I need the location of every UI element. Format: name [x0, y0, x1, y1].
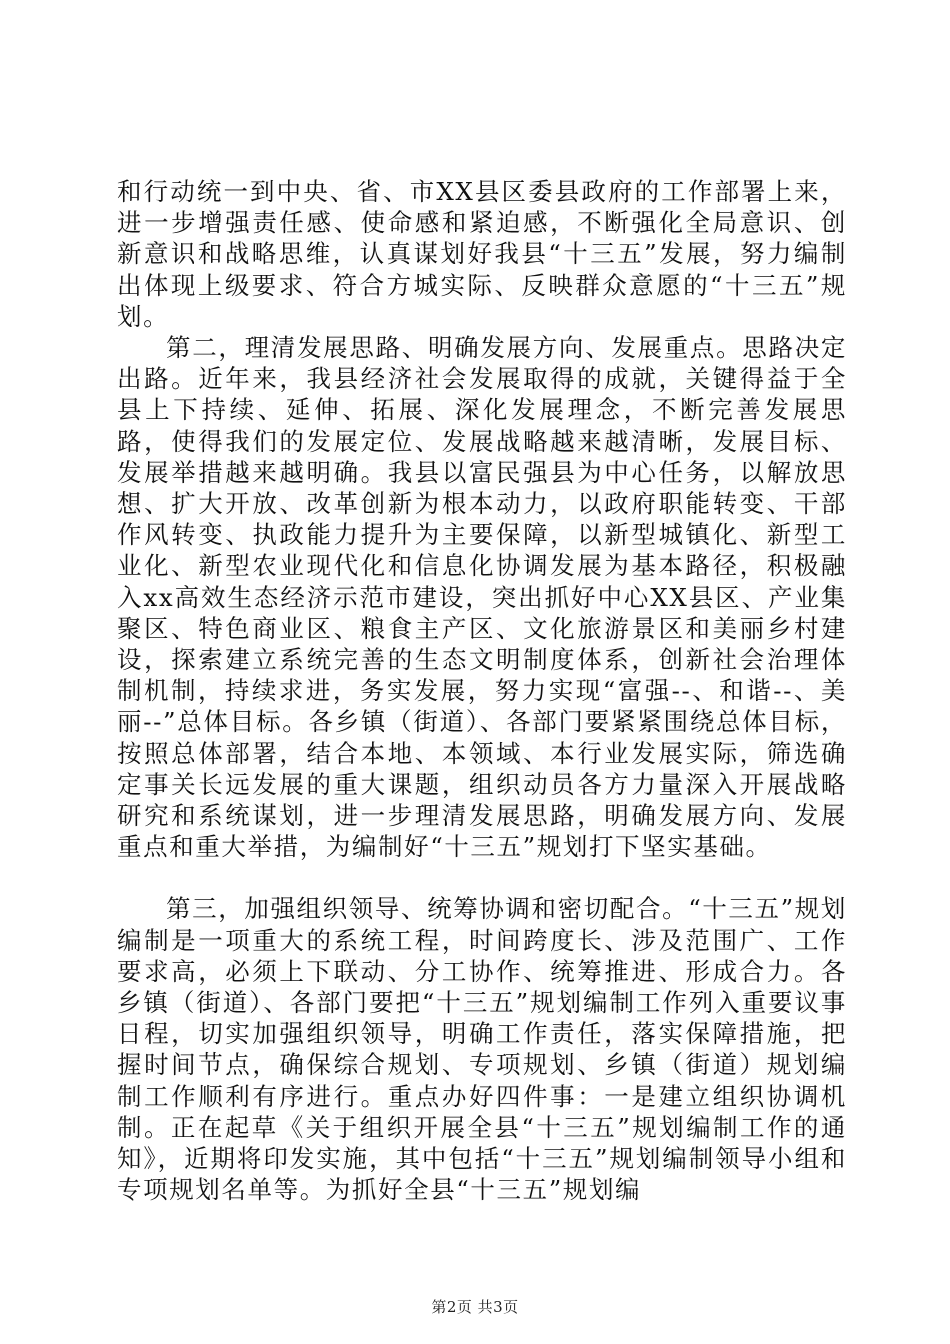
paragraph-third-point: 第三，加强组织领导、统筹协调和密切配合。“十三五”规划编制是一项重大的系统工程，时间跨度长、涉及范围广、工作要求高，必须上下联动、分工协作、统筹推进、形成合力。各乡镇（街道）、各部门要把“十三五”规划编制工作列入重要议事日程，切实加强组织领导，明确工作责任，落实保障措施，把握时间节点，确保综合规划、专项规划、乡镇（街道）规划编制工作顺利有序进行。重点办好四件事：一是建立组织协调机制。正在起草《关于组织开展全县“十三五”规划编制工作的通知》，近期将印发实施，其中包括“十三五”规划编制领导小组和专项规划名单等。为抓好全县“十三五”规划编 [117, 894, 847, 1205]
paragraph-continuation: 和行动统一到中央、省、市XX县区委县政府的工作部署上来，进一步增强责任感、使命感和紧迫感，不断强化全局意识、创新意识和战略思维，认真谋划好我县“十三五”发展，努力编制出体现上级要求、符合方城实际、反映群众意愿的“十三五”规划。 [117, 177, 847, 331]
paragraph-second-point: 第二，理清发展思路、明确发展方向、发展重点。思路决定出路。近年来，我县经济社会发展取得的成就，关键得益于全县上下持续、延伸、拓展、深化发展理念，不断完善发展思路，使得我们的发展定位、发展战略越来越清晰，发展目标、发展举措越来越明确。我县以富民强县为中心任务，以解放思想、扩大开放、改革创新为根本动力，以政府职能转变、干部作风转变、执政能力提升为主要保障，以新型城镇化、新型工业化、新型农业现代化和信息化协调发展为基本路径，积极融入xx高效生态经济示范市建设，突出抓好中心XX县区、产业集聚区、特色商业区、粮食主产区、文化旅游景区和美丽乡村建设，探索建立系统完善的生态文明制度体系，创新社会治理体制机制，持续求进，务实发展，努力实现“富强--、和谐--、美丽--”总体目标。各乡镇（街道）、各部门要紧紧围绕总体目标，按照总体部署，结合本地、本领域、本行业发展实际，筛选确定事关长远发展的重大课题，组织动员各方力量深入开展战略研究和系统谋划，进一步理清发展思路，明确发展方向、发展重点和重大举措，为编制好“十三五”规划打下坚实基础。 [117, 333, 847, 862]
document-body [117, 176, 847, 1206]
page-number-footer: 第2页 共3页 [431, 1298, 519, 1316]
